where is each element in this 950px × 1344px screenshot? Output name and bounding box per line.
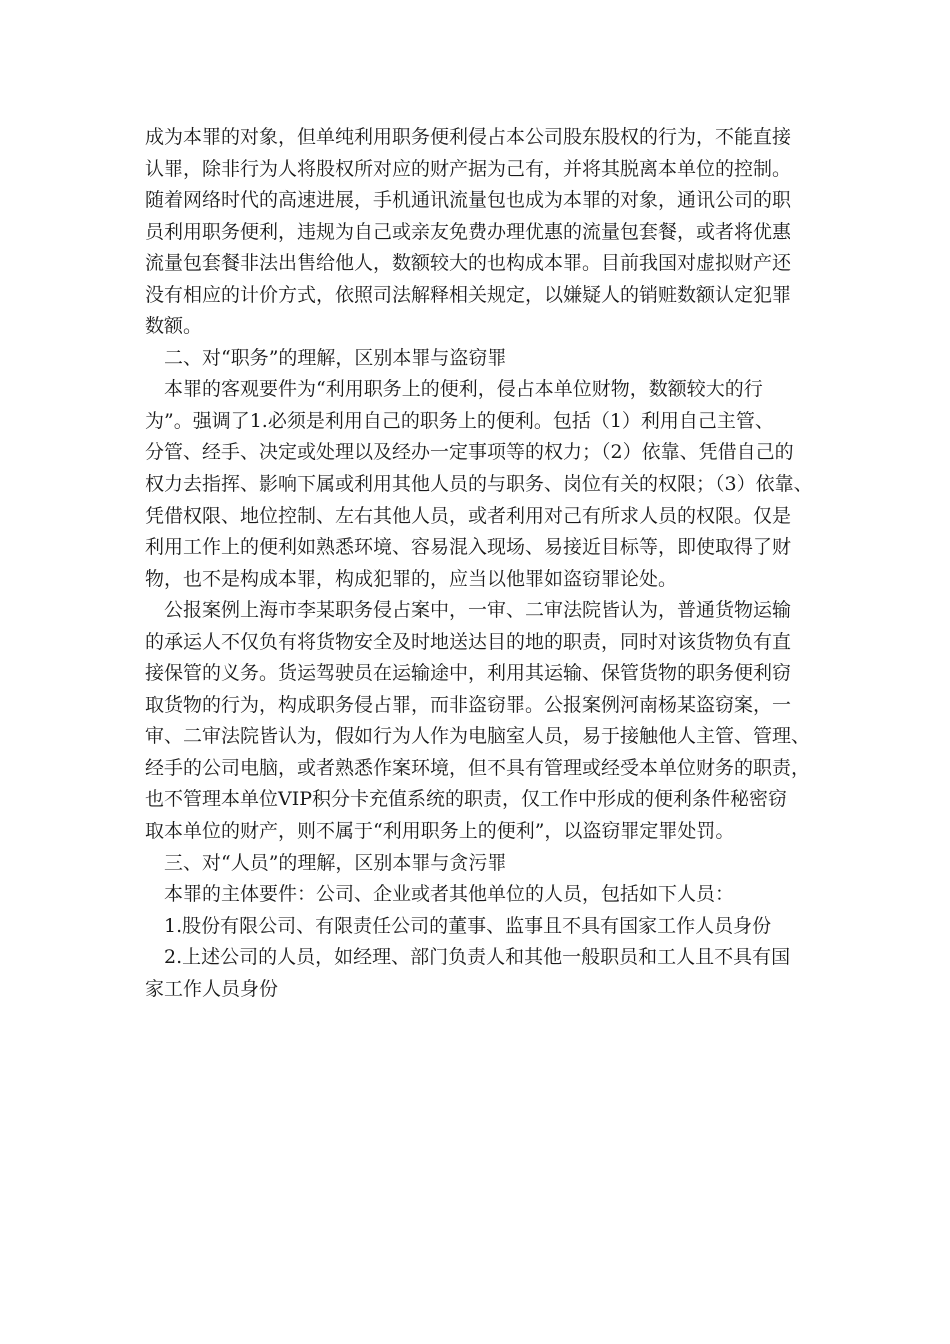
text-line: 利用工作上的便利如熟悉环境、容易混入现场、易接近目标等，即使取得了财 — [145, 536, 792, 559]
text-line: 取本单位的财产，则不属于“利用职务上的便利”，以盗窃罪定罪处罚。 — [145, 820, 735, 843]
text-line: 审、二审法院皆认为，假如行为人作为电脑室人员，易于接触他人主管、管理、 — [145, 725, 811, 748]
text-line: 流量包套餐非法出售给他人，数额较大的也构成本罪。目前我国对虚拟财产还 — [145, 252, 792, 275]
text-line: 家工作人员身份 — [145, 977, 279, 1000]
text-line: 物，也不是构成本罪，构成犯罪的，应当以他罪如盗窃罪论处。 — [145, 567, 678, 590]
text-line: 本罪的客观要件为“利用职务上的便利，侵占本单位财物，数额较大的行 — [145, 378, 763, 401]
text-line: 为”。强调了1.必须是利用自己的职务上的便利。包括（1）利用自己主管、 — [145, 409, 774, 432]
text-line: 凭借权限、地位控制、左右其他人员，或者利用对己有所求人员的权限。仅是 — [145, 504, 792, 527]
text-line: 数额。 — [145, 315, 203, 338]
text-line: 成为本罪的对象，但单纯利用职务便利侵占本公司股东股权的行为，不能直接 — [145, 126, 792, 148]
text-line: 经手的公司电脑，或者熟悉作案环境，但不具有管理或经受本单位财务的职责， — [145, 756, 811, 779]
body-text — [145, 122, 835, 1005]
text-line: 2.上述公司的人员，如经理、部门负责人和其他一般职员和工人且不具有国 — [145, 946, 791, 969]
text-line: 二、对“职务”的理解，区别本罪与盗窃罪 — [145, 346, 507, 369]
text-line: 随着网络时代的高速进展，手机通讯流量包也成为本罪的对象，通讯公司的职 — [145, 189, 792, 212]
text-line: 本罪的主体要件：公司、企业或者其他单位的人员，包括如下人员： — [145, 883, 735, 906]
text-line: 权力去指挥、影响下属或利用其他人员的与职务、岗位有关的权限；（3）依靠、 — [145, 473, 813, 496]
text-line: 也不管理本单位VIP积分卡充值系统的职责，仅工作中形成的便利条件秘密窃 — [145, 788, 788, 811]
text-line: 1.股份有限公司、有限责任公司的董事、监事且不具有国家工作人员身份 — [145, 914, 772, 937]
text-line: 公报案例上海市李某职务侵占案中，一审、二审法院皆认为，普通货物运输 — [145, 599, 792, 622]
text-line: 没有相应的计价方式，依照司法解释相关规定，以嫌疑人的销赃数额认定犯罪 — [145, 283, 792, 306]
text-line: 员利用职务便利，违规为自己或亲友免费办理优惠的流量包套餐，或者将优惠 — [145, 220, 792, 243]
text-line: 认罪，除非行为人将股权所对应的财产据为己有，并将其脱离本单位的控制。 — [145, 157, 792, 180]
text-line: 分管、经手、决定或处理以及经办一定事项等的权力；（2）依靠、凭借自己的 — [145, 441, 794, 464]
text-line: 三、对“人员”的理解，区别本罪与贪污罪 — [145, 851, 507, 874]
text-line: 接保管的义务。货运驾驶员在运输途中，利用其运输、保管货物的职务便利窃 — [145, 662, 792, 685]
text-line: 取货物的行为，构成职务侵占罪，而非盗窃罪。公报案例河南杨某盗窃案，一 — [145, 693, 792, 716]
text-line: 的承运人不仅负有将货物安全及时地送达目的地的职责，同时对该货物负有直 — [145, 630, 792, 653]
